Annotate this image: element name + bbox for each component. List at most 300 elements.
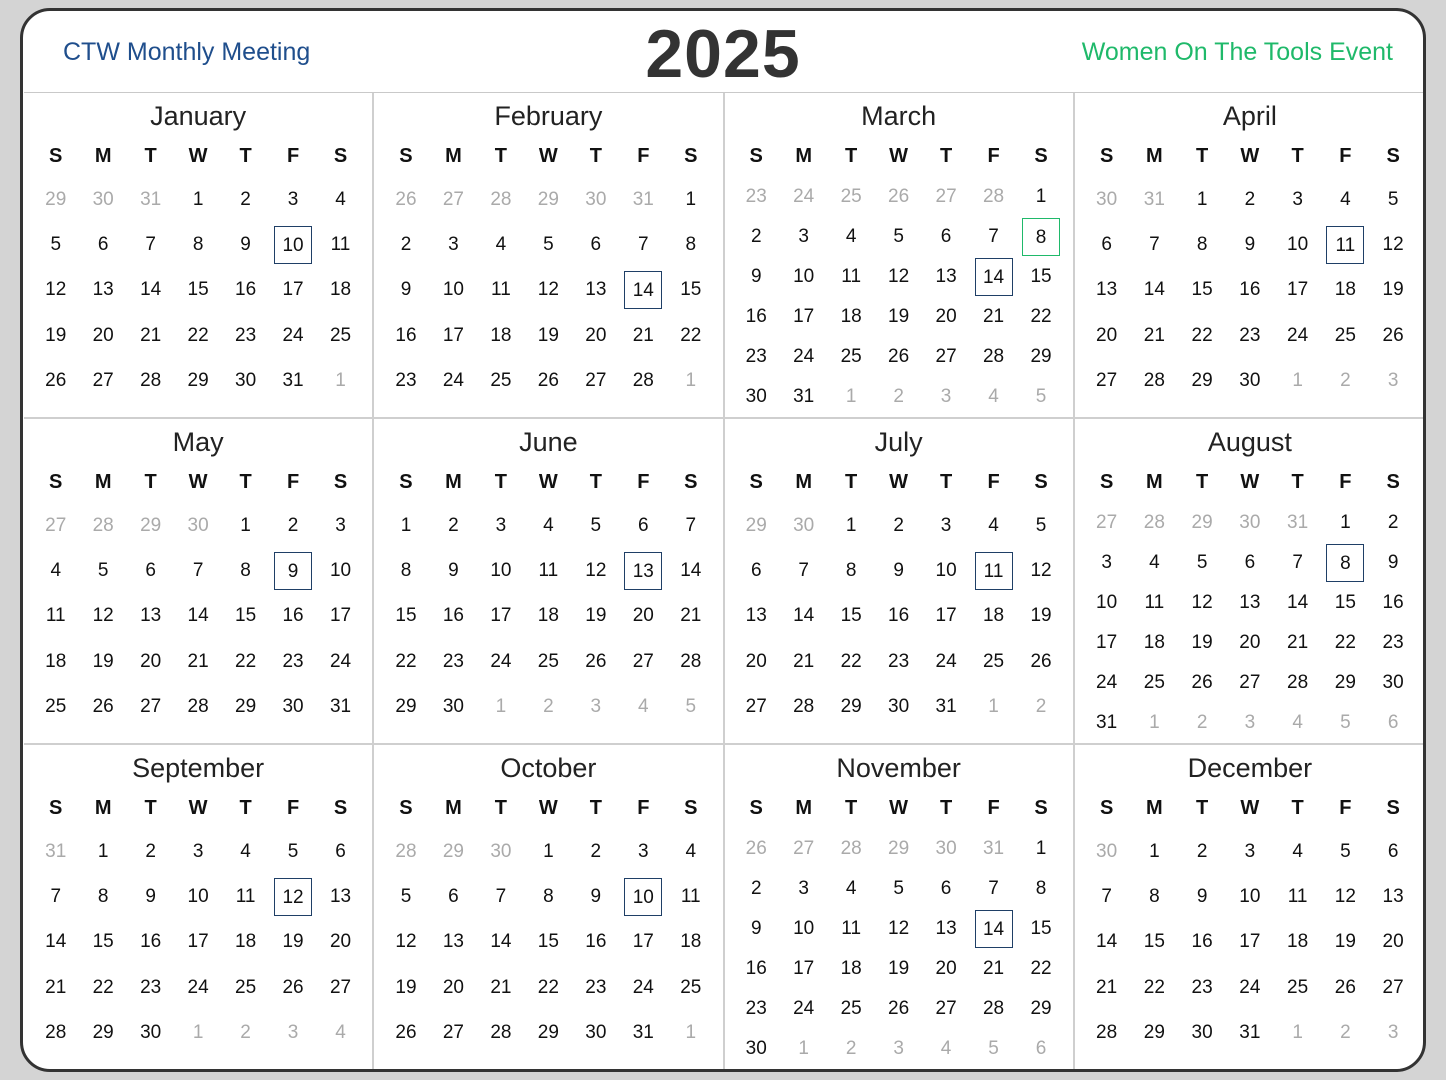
day-number: 15 — [680, 279, 702, 301]
day-cell — [430, 222, 477, 267]
weekday-header: T — [1291, 471, 1304, 493]
day-number: 31 — [329, 696, 352, 718]
day-number: 14 — [1287, 592, 1309, 613]
day-number: 5 — [1196, 552, 1208, 573]
day-cell — [1131, 177, 1179, 222]
day-cell — [922, 869, 969, 909]
day-cell — [269, 313, 316, 358]
day-cell — [922, 639, 969, 684]
day-number: 10 — [1287, 234, 1309, 256]
weekday-header: S — [1034, 145, 1048, 167]
day-cell — [1083, 222, 1131, 267]
day-number: 5 — [1035, 514, 1047, 536]
day-cell — [1017, 337, 1064, 377]
weekday-header: T — [239, 797, 252, 819]
day-cell — [430, 1011, 477, 1056]
day-cell — [477, 639, 524, 684]
day-number: 9 — [750, 918, 762, 939]
day-cell — [79, 268, 126, 313]
week-row — [1083, 965, 1417, 1010]
day-cell — [174, 313, 221, 358]
day-number: 20 — [92, 324, 114, 346]
day-number: 13 — [1239, 592, 1261, 613]
day-number: 15 — [235, 605, 257, 627]
day-number: 24 — [935, 650, 957, 672]
day-cell — [970, 217, 1017, 257]
day-cell — [667, 965, 714, 1010]
weekday-header: T — [845, 145, 858, 167]
weekday-header: S — [1386, 797, 1400, 819]
day-cell — [525, 1011, 572, 1056]
weekday-header: T — [144, 471, 157, 493]
day-number: 2 — [893, 386, 904, 407]
day-number: 20 — [1096, 324, 1118, 346]
day-cell-meeting — [1322, 222, 1370, 267]
day-cell — [1274, 359, 1322, 404]
day-cell — [222, 503, 269, 548]
weekday-header-row — [32, 787, 364, 829]
day-cell — [174, 639, 221, 684]
week-row — [382, 313, 714, 358]
day-number: 1 — [192, 1022, 204, 1044]
day-cell — [1322, 313, 1370, 358]
day-cell — [1131, 1011, 1179, 1056]
day-cell — [667, 268, 714, 313]
day-cell — [1226, 543, 1274, 583]
day-cell — [382, 965, 429, 1010]
day-number: 11 — [235, 886, 256, 908]
day-number: 29 — [140, 514, 162, 536]
day-cell — [1369, 503, 1417, 543]
weekday-header: S — [49, 797, 63, 819]
day-cell — [1178, 703, 1226, 743]
day-cell — [317, 920, 364, 965]
day-cell — [382, 177, 429, 222]
day-number: 3 — [798, 226, 809, 247]
day-number: 29 — [537, 1022, 559, 1044]
day-number: 17 — [793, 958, 815, 979]
month-august — [1075, 419, 1425, 745]
day-number: 20 — [329, 931, 352, 953]
weekday-header: W — [188, 797, 208, 819]
day-number: 12 — [1030, 560, 1052, 582]
week-row — [32, 177, 364, 222]
day-number: 5 — [685, 696, 697, 718]
week-row — [1083, 920, 1417, 965]
day-number: 3 — [1244, 840, 1256, 862]
day-cell — [875, 217, 922, 257]
weeks — [1083, 829, 1417, 1056]
day-cell — [620, 359, 667, 404]
day-cell — [1274, 222, 1322, 267]
day-number: 25 — [982, 650, 1005, 672]
weekday-header: T — [1196, 471, 1209, 493]
day-cell — [127, 829, 174, 874]
day-number: 6 — [145, 560, 156, 582]
day-number: 2 — [400, 234, 412, 256]
day-cell — [1369, 543, 1417, 583]
day-cell — [174, 594, 221, 639]
day-number: 3 — [590, 696, 602, 718]
day-number: 2 — [543, 696, 554, 718]
weekday-header: T — [845, 471, 858, 493]
day-number: 29 — [888, 838, 910, 859]
day-cell — [222, 359, 269, 404]
day-cell — [269, 829, 316, 874]
day-cell — [572, 829, 619, 874]
day-cell — [780, 685, 827, 730]
day-cell — [1322, 503, 1370, 543]
day-cell — [1017, 548, 1064, 593]
day-cell — [922, 503, 969, 548]
day-cell — [1226, 623, 1274, 663]
months-grid — [24, 92, 1425, 1059]
day-cell — [1131, 623, 1179, 663]
day-cell — [1322, 829, 1370, 874]
day-number: 30 — [282, 696, 304, 718]
day-number: 10 — [442, 279, 464, 301]
day-cell — [1131, 268, 1179, 313]
week-row — [32, 222, 364, 267]
day-cell — [827, 1029, 874, 1069]
week-row — [733, 337, 1065, 377]
day-cell — [525, 359, 572, 404]
day-cell — [430, 920, 477, 965]
day-number: 30 — [92, 188, 114, 210]
day-cell — [572, 177, 619, 222]
day-cell — [1369, 222, 1417, 267]
weekday-header-row — [733, 787, 1065, 829]
weekday-header: M — [795, 797, 813, 819]
day-cell — [222, 222, 269, 267]
day-cell — [922, 594, 969, 639]
day-number: 8 — [400, 560, 412, 582]
weekday-header-row — [733, 135, 1065, 177]
day-cell — [1083, 359, 1131, 404]
day-number: 25 — [45, 696, 67, 718]
week-row — [733, 297, 1065, 337]
day-number: 17 — [282, 279, 304, 301]
day-number: 9 — [240, 234, 251, 256]
weekday-header-row — [1083, 461, 1417, 503]
day-number: 30 — [1191, 1022, 1213, 1044]
day-number: 19 — [888, 958, 910, 979]
day-cell — [32, 359, 79, 404]
day-cell — [827, 989, 874, 1029]
day-number: 17 — [187, 931, 209, 953]
weekday-header: W — [1240, 797, 1260, 819]
day-cell — [875, 909, 922, 949]
day-number: 23 — [140, 976, 162, 998]
day-number: 23 — [282, 650, 304, 672]
day-cell — [1131, 503, 1179, 543]
day-number: 4 — [685, 840, 697, 862]
day-number: 1 — [1035, 186, 1047, 207]
day-number: 7 — [192, 560, 204, 582]
day-cell — [317, 548, 364, 593]
day-number: 23 — [745, 186, 767, 207]
day-cell — [269, 965, 316, 1010]
day-cell — [1226, 222, 1274, 267]
day-cell — [1178, 268, 1226, 313]
day-cell — [430, 829, 477, 874]
day-cell — [922, 377, 969, 417]
day-cell — [1322, 268, 1370, 313]
day-number: 4 — [335, 188, 346, 210]
day-number: 14 — [975, 910, 1013, 948]
weeks — [1083, 177, 1417, 404]
week-row — [1083, 222, 1417, 267]
day-number: 10 — [624, 878, 662, 916]
week-row — [382, 177, 714, 222]
day-cell — [1322, 874, 1370, 919]
day-number: 3 — [287, 1022, 299, 1044]
day-cell — [780, 639, 827, 684]
day-cell — [382, 359, 429, 404]
day-cell — [525, 829, 572, 874]
day-cell-meeting — [1322, 543, 1370, 583]
day-number: 27 — [442, 1022, 464, 1044]
day-cell — [477, 1011, 524, 1056]
day-cell — [1017, 685, 1064, 730]
day-number: 29 — [1191, 370, 1213, 392]
day-number: 8 — [1149, 886, 1160, 908]
day-number: 31 — [1096, 712, 1118, 733]
week-row — [382, 874, 714, 919]
day-number: 25 — [1334, 324, 1356, 346]
day-cell — [269, 177, 316, 222]
day-number: 3 — [1387, 370, 1399, 392]
day-number: 7 — [495, 886, 507, 908]
day-number: 1 — [798, 1038, 809, 1059]
week-row — [733, 177, 1065, 217]
day-cell — [1226, 965, 1274, 1010]
day-cell — [1017, 1029, 1064, 1069]
day-number: 2 — [1244, 188, 1256, 210]
day-cell — [269, 685, 316, 730]
day-number: 25 — [1143, 672, 1165, 693]
day-cell — [733, 685, 780, 730]
day-number: 3 — [448, 234, 459, 256]
day-cell — [1017, 869, 1064, 909]
day-number: 13 — [624, 552, 662, 590]
weekday-header: M — [1146, 471, 1163, 493]
day-cell — [174, 920, 221, 965]
weekday-header: F — [286, 145, 300, 167]
day-number: 18 — [680, 931, 702, 953]
day-cell — [1226, 920, 1274, 965]
weekday-header: W — [538, 471, 558, 493]
month-october — [374, 745, 724, 1071]
weekday-header: S — [49, 145, 63, 167]
week-row — [733, 503, 1065, 548]
day-cell — [174, 359, 221, 404]
day-number: 31 — [282, 370, 304, 392]
day-cell — [477, 685, 524, 730]
weekday-header: T — [589, 145, 602, 167]
day-number: 30 — [745, 1038, 767, 1059]
day-number: 12 — [1382, 234, 1404, 256]
day-cell — [1274, 874, 1322, 919]
day-number: 2 — [1196, 712, 1208, 733]
day-cell — [667, 313, 714, 358]
day-cell — [32, 829, 79, 874]
day-cell — [1178, 543, 1226, 583]
weeks — [733, 177, 1065, 417]
day-number: 25 — [840, 998, 862, 1019]
day-number: 21 — [187, 650, 209, 672]
day-number: 18 — [840, 306, 862, 327]
day-number: 15 — [537, 931, 559, 953]
month-name: May — [172, 427, 224, 457]
day-number: 3 — [1387, 1022, 1399, 1044]
day-number: 24 — [1239, 976, 1261, 998]
day-number: 1 — [685, 370, 697, 392]
day-number: 8 — [685, 234, 697, 256]
day-cell — [477, 874, 524, 919]
day-number: 23 — [745, 998, 767, 1019]
week-row — [1083, 583, 1417, 623]
day-cell — [430, 639, 477, 684]
day-number: 16 — [282, 605, 304, 627]
day-cell — [620, 503, 667, 548]
day-cell — [79, 503, 126, 548]
day-cell — [970, 869, 1017, 909]
day-cell — [620, 313, 667, 358]
day-number: 8 — [1196, 234, 1208, 256]
calendar-card — [20, 8, 1426, 1072]
day-number: 12 — [395, 931, 417, 953]
week-row — [1083, 1011, 1417, 1056]
day-number: 10 — [1239, 886, 1261, 908]
weekday-header: T — [239, 471, 252, 493]
day-cell — [32, 920, 79, 965]
week-row — [32, 1011, 364, 1056]
weekday-header: S — [749, 797, 763, 819]
day-number: 24 — [1287, 324, 1309, 346]
day-cell — [827, 177, 874, 217]
day-number: 27 — [329, 976, 352, 998]
day-number: 4 — [1292, 840, 1303, 862]
day-cell — [1131, 663, 1179, 703]
day-cell — [32, 222, 79, 267]
week-row — [382, 965, 714, 1010]
day-cell — [32, 548, 79, 593]
day-cell — [1083, 829, 1131, 874]
day-cell — [430, 177, 477, 222]
day-number: 5 — [893, 878, 904, 899]
day-number: 5 — [97, 560, 109, 582]
day-cell — [1017, 257, 1064, 297]
day-number: 16 — [1382, 592, 1404, 613]
day-number: 7 — [145, 234, 156, 256]
day-cell — [174, 503, 221, 548]
month-name: March — [861, 101, 937, 131]
day-number: 5 — [1035, 386, 1047, 407]
week-row — [733, 829, 1065, 869]
day-cell — [382, 548, 429, 593]
day-cell — [620, 1011, 667, 1056]
weekday-header: F — [987, 471, 1000, 493]
weekday-header: F — [1339, 471, 1352, 493]
weekday-header: W — [889, 471, 909, 493]
day-number: 2 — [1340, 370, 1351, 392]
day-cell — [525, 268, 572, 313]
day-cell — [1017, 377, 1064, 417]
day-cell — [1131, 359, 1179, 404]
day-number: 7 — [50, 886, 62, 908]
weekday-header-row — [1083, 135, 1417, 177]
day-cell — [970, 377, 1017, 417]
day-cell — [382, 685, 429, 730]
day-cell — [1274, 829, 1322, 874]
day-number: 15 — [395, 605, 417, 627]
day-number: 3 — [192, 840, 204, 862]
day-number: 7 — [988, 878, 999, 899]
day-cell — [970, 594, 1017, 639]
day-number: 2 — [893, 514, 904, 536]
day-cell — [733, 1029, 780, 1069]
day-number: 28 — [1287, 672, 1309, 693]
day-number: 30 — [235, 370, 257, 392]
weekday-header: T — [939, 145, 953, 167]
weekday-header: T — [939, 797, 953, 819]
day-number: 4 — [335, 1022, 346, 1044]
day-number: 19 — [395, 976, 417, 998]
day-number: 1 — [685, 188, 697, 210]
day-number: 3 — [1292, 188, 1303, 210]
day-number: 18 — [235, 931, 257, 953]
day-number: 24 — [793, 346, 815, 367]
day-number: 15 — [1030, 918, 1052, 939]
day-number: 30 — [1382, 672, 1404, 693]
day-cell — [1369, 1011, 1417, 1056]
weekday-header: S — [684, 797, 698, 819]
day-cell — [922, 217, 969, 257]
day-cell — [970, 949, 1017, 989]
day-cell — [1083, 268, 1131, 313]
day-cell — [733, 337, 780, 377]
week-row — [1083, 663, 1417, 703]
day-cell — [970, 639, 1017, 684]
day-number: 18 — [982, 605, 1005, 627]
week-row — [733, 639, 1065, 684]
day-number: 19 — [1334, 931, 1356, 953]
day-cell — [667, 874, 714, 919]
weekday-header: S — [749, 471, 763, 493]
week-row — [32, 920, 364, 965]
day-cell — [382, 829, 429, 874]
day-cell — [317, 1011, 364, 1056]
legend-women-event: Women On The Tools Event — [1081, 38, 1393, 66]
day-number: 23 — [1191, 976, 1213, 998]
day-cell — [32, 268, 79, 313]
day-cell — [1178, 177, 1226, 222]
weekday-header: F — [1339, 797, 1352, 819]
week-row — [733, 949, 1065, 989]
day-number: 29 — [1191, 512, 1213, 533]
day-number: 21 — [680, 605, 702, 627]
day-cell — [1274, 543, 1322, 583]
day-cell — [525, 920, 572, 965]
weekday-header: T — [494, 145, 508, 167]
weekday-header: S — [333, 145, 348, 167]
day-number: 10 — [329, 560, 352, 582]
day-cell — [780, 337, 827, 377]
day-cell — [477, 268, 524, 313]
day-number: 7 — [1149, 234, 1160, 256]
day-number: 2 — [1196, 840, 1208, 862]
